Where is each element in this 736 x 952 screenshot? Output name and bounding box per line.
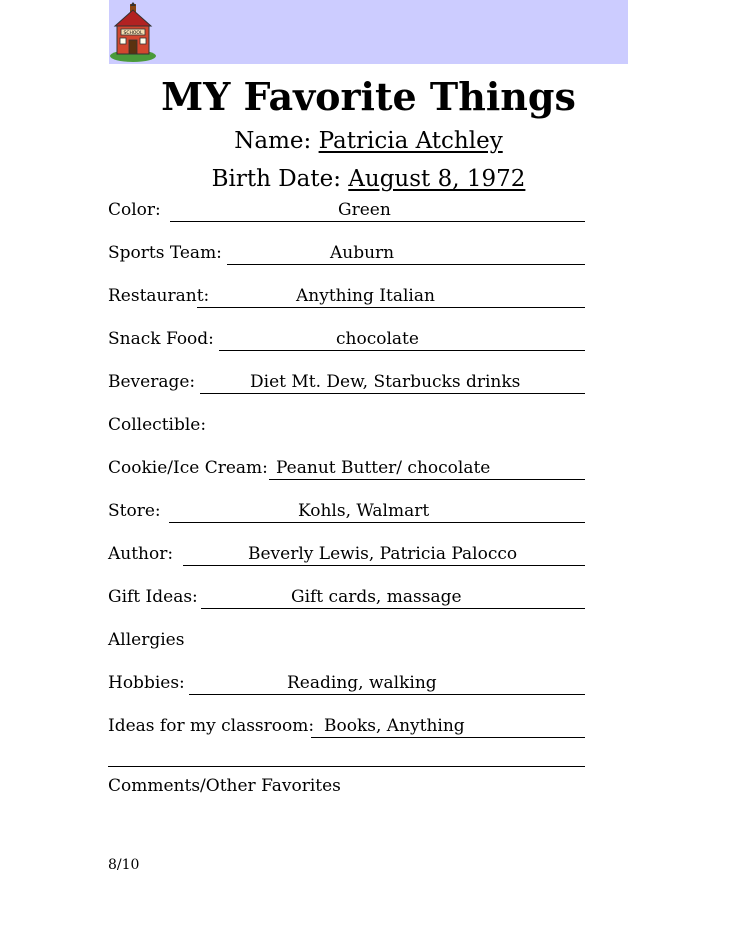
fill-in-line — [200, 393, 585, 394]
field-label: Beverage: — [108, 372, 196, 392]
field-row-beverage — [108, 370, 585, 398]
field-value: Anything Italian — [296, 286, 435, 306]
field-row-cookie-ice-cream — [108, 456, 585, 484]
field-value: Peanut Butter/ chocolate — [276, 458, 491, 478]
field-label: Ideas for my classroom: — [108, 716, 315, 736]
field-label: Author: — [108, 544, 174, 564]
field-value: chocolate — [336, 329, 419, 349]
fill-in-line — [189, 694, 585, 695]
page-number: 8/10 — [108, 857, 140, 873]
blank-line — [108, 766, 585, 767]
field-label: Sports Team: — [108, 243, 222, 263]
field-label: Snack Food: — [108, 329, 214, 349]
fill-in-line — [311, 737, 585, 738]
header-banner — [109, 0, 628, 64]
name-line — [109, 128, 628, 154]
field-value: Reading, walking — [287, 673, 437, 693]
field-row-snack-food — [108, 327, 585, 355]
fill-in-line — [201, 608, 585, 609]
field-row-collectible — [108, 413, 585, 441]
field-row-color — [108, 198, 585, 226]
field-row-author — [108, 542, 585, 570]
field-label: Store: — [108, 501, 161, 521]
field-label: Gift Ideas: — [108, 587, 198, 607]
field-value: Diet Mt. Dew, Starbucks drinks — [250, 372, 521, 392]
fill-in-line — [227, 264, 585, 265]
schoolhouse-icon — [109, 2, 157, 62]
comments-label: Comments/Other Favorites — [108, 776, 341, 796]
fill-in-line — [183, 565, 585, 566]
field-row-hobbies — [108, 671, 585, 699]
field-row-allergies — [108, 628, 585, 656]
school-sign-text: SCHOOL — [123, 31, 143, 36]
field-value: Gift cards, massage — [291, 587, 462, 607]
fill-in-line — [269, 479, 585, 480]
field-label: Allergies — [108, 630, 185, 650]
field-label: Color: — [108, 200, 161, 220]
field-label: Cookie/Ice Cream: — [108, 458, 268, 478]
fill-in-line — [170, 221, 585, 222]
field-label: Hobbies: — [108, 673, 185, 693]
field-value: Books, Anything — [324, 716, 465, 736]
field-row-gift-ideas — [108, 585, 585, 613]
field-label: Collectible: — [108, 415, 207, 435]
fill-in-line — [219, 350, 585, 351]
field-row-restaurant — [108, 284, 585, 312]
page-title: MY Favorite Things — [161, 74, 576, 119]
birth-date-line — [109, 166, 628, 192]
field-value: Kohls, Walmart — [298, 501, 430, 521]
fill-in-line — [169, 522, 585, 523]
birth-date-label: Birth Date: — [211, 166, 341, 192]
field-label: Restaurant: — [108, 286, 210, 306]
name-label: Name: — [234, 128, 312, 154]
field-row-sports-team — [108, 241, 585, 269]
fill-in-line — [197, 307, 585, 308]
field-value: Green — [338, 200, 391, 220]
name-value: Patricia Atchley — [318, 128, 503, 154]
birth-date-value: August 8, 1972 — [348, 166, 526, 192]
field-value: Beverly Lewis, Patricia Palocco — [248, 544, 518, 564]
field-value: Auburn — [330, 243, 395, 263]
field-row-store — [108, 499, 585, 527]
field-row-classroom-ideas — [108, 714, 585, 742]
